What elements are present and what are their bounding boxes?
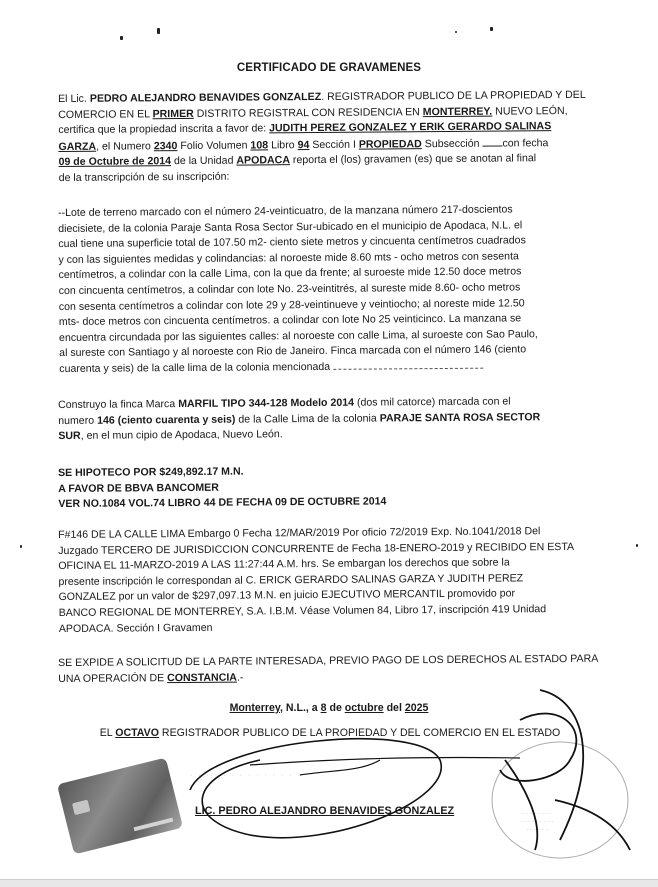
description-line: cual tiene una superficie total de 107.50 m2- ciento siete metros y cincuenta centímetros cuadrados xyxy=(58,234,526,251)
mortgage-reference: VER NO.1084 VOL.74 LIBRO 44 DE FECHA 09 DE OCTUBRE 2014 xyxy=(58,495,387,511)
description-line: con cincuenta centímetros, a colindar con lote No. 23-veintitrés, al sureste mide 8.60- ocho metros xyxy=(58,281,521,297)
faint-stamp-text: · · · · · · · · · · · · · · xyxy=(190,772,302,779)
construction-paragraph: Construyo la finca Marca MARFIL TIPO 344-128 Modelo 2014 (dos mil catorce) marcada con el numero 146 (ciento cuarenta y seis) de la Calle Lima de la colonia PARAJE SANTA ROSA SECTOR SUR, en el mun cipio de Apodaca, Nuevo León. xyxy=(58,395,541,443)
description-line: y con las siguientes medidas y colindancias: al noroeste mide 8.60 mts - ocho metros con sesenta xyxy=(58,250,519,266)
registrar-line: EL OCTAVO REGISTRADOR PUBLICO DE LA PROPIEDAD Y DEL COMERCIO EN EL ESTADO xyxy=(99,727,561,739)
description-line: al sureste con Santiago y al noroeste con Rio de Janeiro. Finca marcada con el número 146 (ciento xyxy=(59,343,527,360)
mortgage-amount: SE HIPOTECO POR $249,892.17 M.N. xyxy=(58,465,244,479)
signature-loop xyxy=(190,739,441,838)
description-line: encuentra circundada por las siguientes calles: al noroeste con calle Lima, al suroeste con Sao Paulo, xyxy=(58,327,538,344)
place-date: Monterrey, N.L., a 8 de octubre del 2025 xyxy=(229,702,429,714)
description-line: centímetros, a colindar con la calle Lima, con la que da frente; al suroeste mide 12.50 doce metros xyxy=(58,265,522,282)
embargo-line: Juzgado TERCERO DE JURISDICCION CONCURRENTE de Fecha 18-ENERO-2019 y RECIBIDO EN ESTA xyxy=(58,540,575,557)
document-title: CERTIFICADO DE GRAVAMENES xyxy=(236,62,422,74)
embargo-line: BANCO REGIONAL DE MONTERREY, S.A. I.B.M. Véase Volumen 84, Libro 17, inscripción 419 Unidad xyxy=(58,603,547,619)
embargo-line: presente inscripción le correspondan al C. ERICK GERARDO SALINAS GARZA Y JUDITH PEREZ xyxy=(58,572,524,588)
description-line: cuarenta y seis) de la calle lima de la colonia mencionada xyxy=(59,360,331,375)
mortgage-bank: A FAVOR DE BBVA BANCOMER xyxy=(58,481,219,495)
hologram-card-image xyxy=(57,758,183,855)
seal-stamp xyxy=(492,742,628,858)
embargo-line: GONZALEZ por un valor de $297,097.13 M.N. en juicio EJECUTIVO MERCANTIL promovido por xyxy=(58,587,516,604)
description-line: diecisiete, de la colonia Paraje Santa Rosa Sector Sur-ubicado en el municipio de Apodaca, N.L. el xyxy=(58,218,523,235)
embargo-line: OFICINA EL 11-MARZO-2019 A LAS 11:27:44 A.M. hrs. Se embargan los derechos que sobre la xyxy=(58,556,510,573)
embargo-line: APODACA. Sección I Gravamen xyxy=(58,621,213,635)
description-line: con sesenta centímetros a colindar con lote 29 y 28-veintinueve y veintiocho; al noreste mide 12.50 xyxy=(58,296,525,313)
mortgage-block xyxy=(58,462,610,513)
description-line: --Lote de terreno marcado con el número 24-veinticuatro, de la manzana número 217-doscientos xyxy=(58,203,513,219)
embargo-paragraph xyxy=(58,524,611,637)
embargo-line: F#146 DE LA CALLE LIMA Embargo 0 Fecha 12/MAR/2019 Por oficio 72/2019 Exp. No.1041/2018 Del xyxy=(58,525,541,541)
description-line: mts- doce metros con cincuenta centímetros. a colindar con lote No 25 veinticinco. La manzana se xyxy=(58,312,522,329)
seal-faint-text: · · · · · · · · · · · · · · · · · · · · · · · xyxy=(520,810,554,833)
issuance-paragraph: SE EXPIDE A SOLICITUD DE LA PARTE INTERESADA, PREVIO PAGO DE LOS DERECHOS AL ESTADO PARA UNA OPERACIÓN DE CONSTANCIA.- xyxy=(58,652,599,685)
signature-flourish xyxy=(300,760,380,775)
property-description xyxy=(58,202,611,378)
intro-paragraph: El Lic. PEDRO ALEJANDRO BENAVIDES GONZALEZ. REGISTRADOR PUBLICO DE LA PROPIEDAD Y DEL COMERCIO EN EL PRIMER DISTRITO REGISTRAL CON RESIDENCIA EN MONTERREY. NUEVO LEÓN, certifica que la propiedad inscrita a favor de: JUDITH PEREZ GONZALEZ Y ERIK GERARDO SALINAS GARZA, el Numero 2340 Folio Volumen 108 Libro 94 Sección I PROPIEDAD Subsección con fecha 09 de Octubre de 2014 de la Unidad APODACA reporta el (los) gravamen (es) que se anotan al final de la transcripción de su inscripción: xyxy=(58,88,586,184)
signature-underline xyxy=(250,757,520,765)
signatory-name: LIC. PEDRO ALEJANDRO BENAVIDES GONZALEZ xyxy=(195,805,455,817)
